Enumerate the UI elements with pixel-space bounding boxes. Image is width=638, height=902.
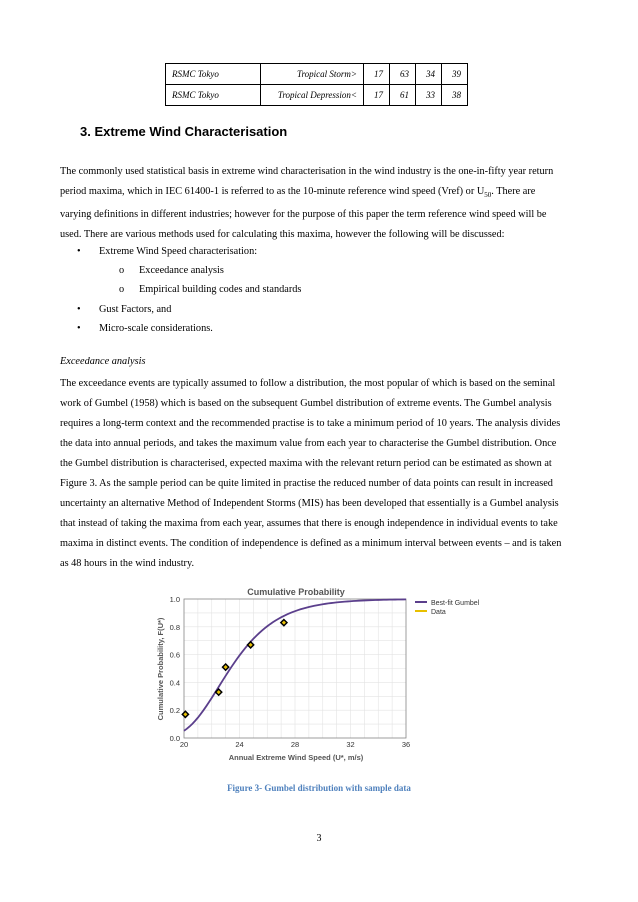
table-cell-v3: 34 — [416, 64, 442, 85]
table-cell-v4: 38 — [442, 85, 468, 106]
table-cell-org: RSMC Tokyo — [166, 85, 261, 106]
para2-line: Figure 3. As the sample period can be quite limited in practise the reduced number of data points can result in increased — [60, 478, 553, 489]
table-cell-v1: 17 — [364, 85, 390, 106]
y-axis-label: Cumulative Probability, F(U*) — [156, 617, 165, 721]
table-cell-v3: 33 — [416, 85, 442, 106]
figure-caption: Figure 3- Gumbel distribution with sample data — [227, 783, 411, 793]
bullet-marker: • — [77, 323, 81, 334]
para2-line: uncertainty an alternative Method of Independent Storms (MIS) has been developed that essentially is a Gumbel analysis — [60, 498, 559, 509]
x-tick-label: 36 — [401, 740, 411, 749]
y-tick-label: 1.0 — [169, 595, 180, 604]
para2-line: the Gumbel distribution is characterised, expected maxima with the relevant return period can be estimated as shown at — [60, 458, 552, 469]
y-tick-label: 0.2 — [169, 706, 180, 716]
table-cell-v2: 61 — [390, 85, 416, 106]
legend-label-data: Data — [431, 609, 446, 616]
legend — [415, 600, 480, 616]
y-tick-label: 0.4 — [169, 678, 180, 688]
y-tick-label: 0.6 — [169, 650, 180, 660]
bullet-text: Gust Factors, and — [99, 304, 172, 315]
x-tick-label: 32 — [346, 740, 355, 749]
chart-title: Cumulative Probability — [247, 587, 345, 597]
bullet-text: Extreme Wind Speed characterisation: — [99, 246, 258, 257]
para1-line: varying definitions in different industries; however for the purpose of this paper the term reference wind speed will be — [60, 209, 547, 221]
table-cell-v2: 63 — [390, 64, 416, 85]
gumbel-chart — [150, 585, 500, 763]
table-cell-org: RSMC Tokyo — [166, 64, 261, 85]
table-cell-v1: 17 — [364, 64, 390, 85]
table-cell-v4: 39 — [442, 64, 468, 85]
para2-line: as 48 hours in the wind industry. — [60, 558, 195, 569]
chart-grid — [184, 599, 406, 738]
para2-line: The exceedance events are typically assumed to follow a distribution, the most popular of which is based on the seminal — [60, 378, 556, 389]
table-cell-category: Tropical Storm> — [261, 64, 364, 85]
para2-line: maxima in distinct events. The condition of independence is defined as a minimum interval between events – and is taken — [60, 538, 562, 549]
y-axis — [170, 595, 180, 743]
para2-line: work of Gumbel (1958) which is based on the subsequent Gumbel distribution of extreme events. The Gumbel analysis — [60, 398, 552, 409]
para1-line: period maxima, which in IEC 61400-1 is referred to as the 10-minute reference wind speed (Vref) or $U_{50}$. There are — [60, 186, 536, 200]
subheading-exceedance: Exceedance analysis — [60, 356, 146, 367]
table-cell-category: Tropical Depression< — [261, 85, 364, 106]
para1-line: The commonly used statistical basis in extreme wind characterisation in the wind industry is the one-in-fifty year return — [60, 166, 554, 177]
table-row — [166, 64, 468, 85]
x-axis-label: Annual Extreme Wind Speed (U*, m/s) — [228, 753, 364, 762]
paragraph-1 — [60, 162, 580, 245]
table-row — [166, 85, 468, 106]
x-tick-label: 24 — [235, 740, 244, 749]
sub-bullet-marker: o — [119, 284, 125, 295]
bullet-marker: • — [77, 304, 81, 315]
u50-subscript: 50 — [484, 191, 492, 200]
page-number: 3 — [316, 833, 322, 844]
bullet-text: Micro-scale considerations. — [99, 323, 213, 334]
x-tick-label: 28 — [290, 740, 300, 749]
sub-bullet-text: Empirical building codes and standards — [139, 284, 302, 295]
y-tick-label: 0.8 — [169, 622, 180, 632]
para1-line: used. There are various methods used for calculating this maxima, however the following will be discussed: — [60, 229, 505, 241]
legend-label-fit: Best-fit Gumbel — [431, 600, 480, 607]
para2-line: that instead of taking the maxima from each year, assumes that there is enough independence in individual events to take — [60, 518, 558, 529]
bullet-marker: • — [77, 246, 81, 257]
y-tick-label: 0.0 — [169, 734, 180, 743]
x-tick-label: 20 — [179, 740, 189, 749]
para2-line: requires a long-term context and the recommended practise is to take a minimum period of 10 years. The analysis divides — [60, 418, 561, 429]
paragraph-2 — [60, 374, 580, 574]
x-axis — [180, 740, 410, 749]
sub-bullet-text: Exceedance analysis — [139, 265, 224, 276]
section-heading: 3. Extreme Wind Characterisation — [80, 124, 288, 139]
para2-line: the data into annual periods, and takes the maximum value from each year to characterise the Gumbel distribution. Once — [60, 438, 557, 449]
sub-bullet-marker: o — [119, 265, 125, 276]
storm-table — [165, 63, 468, 106]
